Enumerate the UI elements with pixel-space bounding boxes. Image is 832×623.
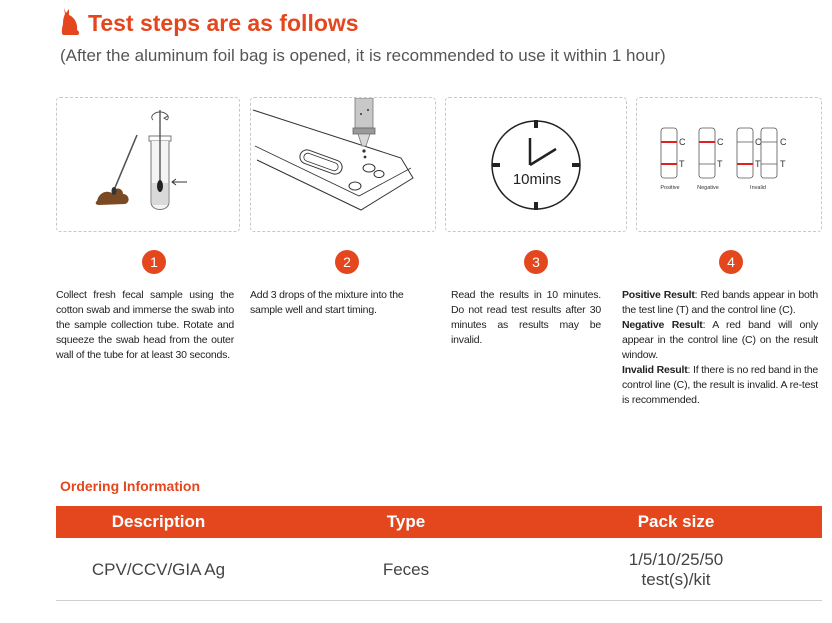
clock-label: 10mins: [512, 171, 562, 188]
step-3-illustration: [445, 97, 627, 232]
header-pack-size: Pack size: [637, 512, 715, 531]
strip-t-label: T: [679, 159, 685, 169]
positive-result-text: : Red bands appear in both the test line (T) and the control line (C).: [622, 289, 818, 316]
cell-description: CPV/CCV/GIA Ag: [91, 560, 226, 579]
strip-t-label: T: [717, 159, 723, 169]
strip-c-label: C: [755, 137, 762, 147]
step-number-1: 1: [142, 250, 166, 274]
strip-t-label: T: [780, 159, 786, 169]
strip-c-label: C: [679, 137, 686, 147]
table-header: [56, 506, 822, 538]
step-number-3: 3: [524, 250, 548, 274]
cell-pack-size-line1: 1/5/10/25/50: [628, 550, 724, 569]
step-number-4: 4: [719, 250, 743, 274]
negative-caption: Negative: [697, 185, 719, 191]
page-subtitle: (After the aluminum foil bag is opened, it is recommended to use it within 1 hour): [60, 46, 666, 65]
invalid-result-text: : If there is no red band in the control line (C), the result is invalid. A re-test is recommended.: [622, 364, 819, 406]
step-2-illustration: [250, 97, 436, 232]
cat-icon: [60, 6, 82, 36]
strip-c-label: C: [780, 137, 787, 147]
header-description: Description: [111, 512, 206, 531]
page-title: Test steps are as follows: [88, 10, 359, 36]
step-4-illustration: [636, 97, 822, 232]
step-3-description: Read the results in 10 minutes. Do not read test results after 30 minutes as results may be invalid.: [451, 289, 601, 346]
table-divider: [56, 600, 822, 601]
step-2-description: Add 3 drops of the mixture into the sample well and start timing.: [250, 289, 404, 316]
invalid-result-label: Invalid Result: [622, 364, 688, 376]
header-type: Type: [386, 512, 426, 531]
ordering-title: Ordering Information: [60, 478, 200, 494]
step-number-2: 2: [335, 250, 359, 274]
cell-pack-size-line2: test(s)/kit: [641, 570, 711, 589]
strip-c-label: C: [717, 137, 724, 147]
positive-result-label: Positive Result: [622, 289, 695, 301]
cell-type: Feces: [382, 560, 430, 579]
invalid-caption: Invalid: [750, 185, 766, 191]
step-1-illustration: [56, 97, 240, 232]
negative-result-text: : A red band will only appear in the control line (C) on the result window.: [622, 319, 818, 361]
step-1-description: Collect fresh fecal sample using the cotton swab and immerse the swab into the sample collection tube. Rotate and squeeze the swab head from the outer wall of the tube for at least 30 seconds.: [56, 289, 234, 361]
negative-result-label: Negative Result: [622, 319, 703, 331]
step-4-description: [622, 288, 818, 408]
positive-caption: Positive: [660, 185, 680, 191]
strip-t-label: T: [755, 159, 761, 169]
